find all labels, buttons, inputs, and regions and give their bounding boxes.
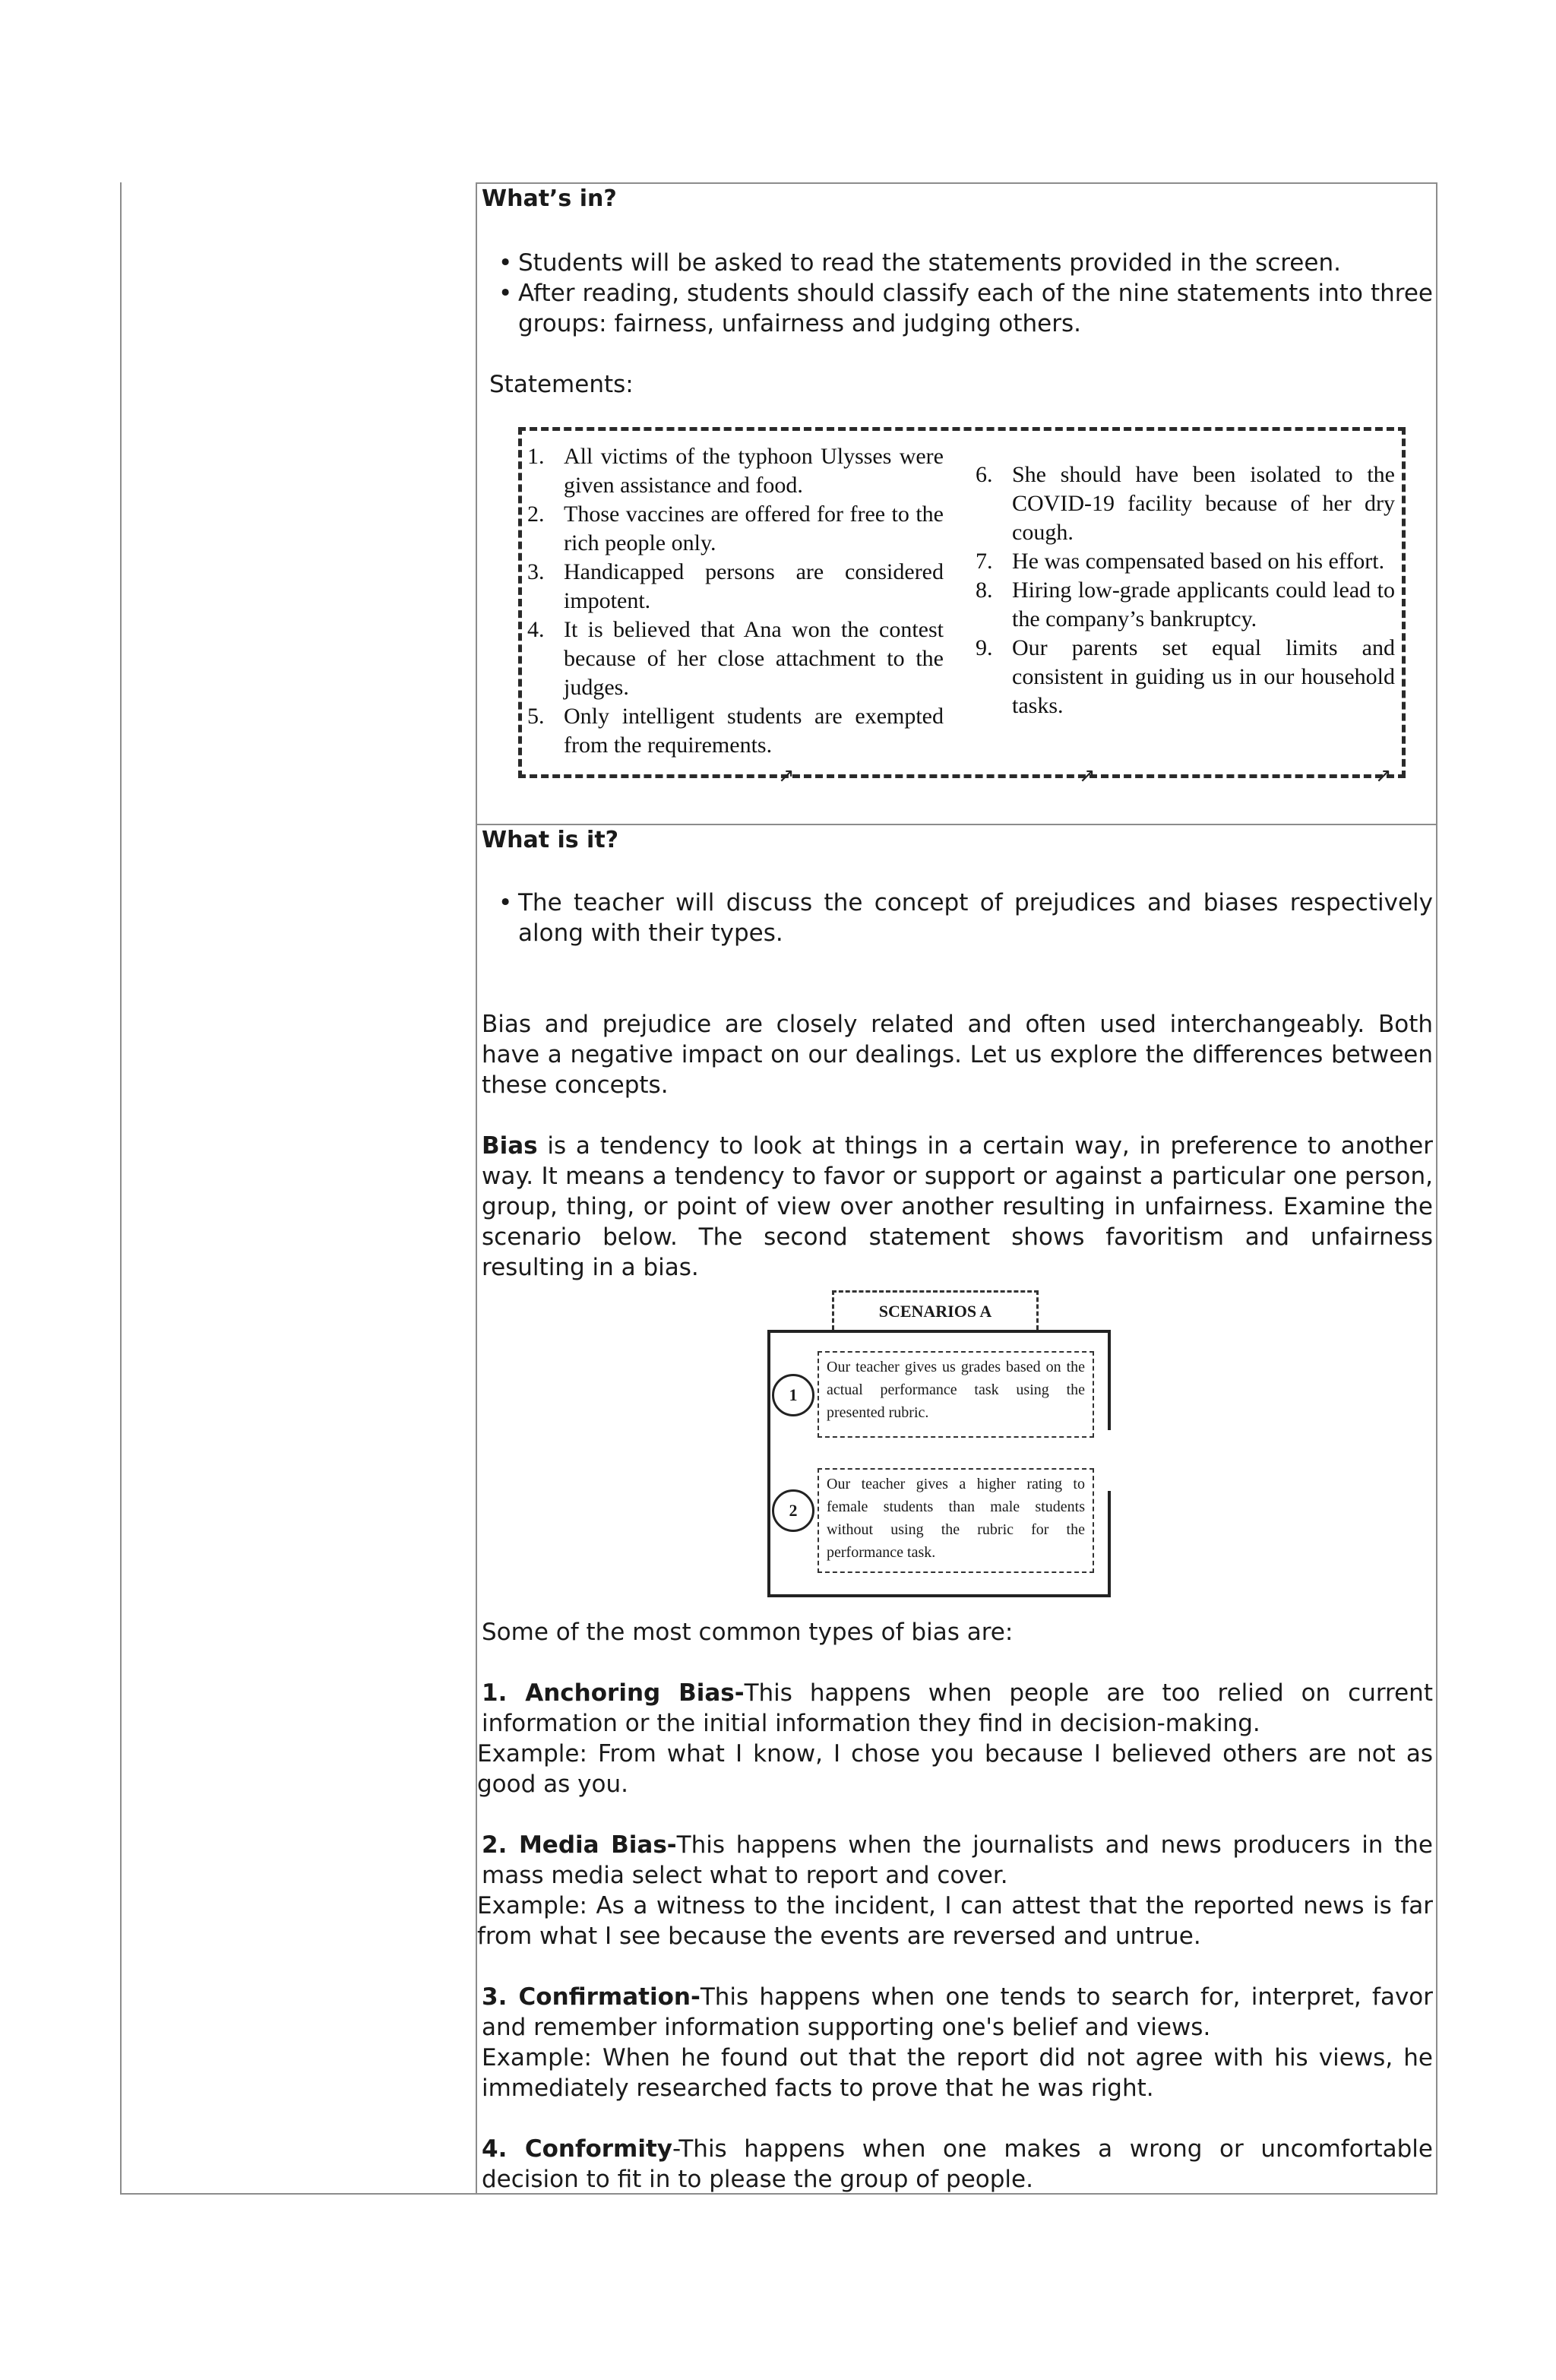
statements-left-column <box>527 442 944 760</box>
bias-type-confirmation <box>482 1982 1433 2103</box>
scenario-title: SCENARIOS A <box>832 1290 1039 1330</box>
bias-type-conformity <box>482 2134 1433 2195</box>
statements-right-column <box>976 460 1395 720</box>
scenario-number-2: 2 <box>772 1489 814 1532</box>
scenario-frame-gap <box>1105 1430 1112 1491</box>
statement-item <box>527 616 944 702</box>
statement-number: 2. <box>527 502 545 527</box>
arrow-icon: ↗ <box>1375 764 1392 787</box>
statement-number: 5. <box>527 704 545 729</box>
bias-type-title: 2. Media Bias- <box>482 1831 677 1859</box>
statement-item <box>976 460 1395 547</box>
scenario-statement-2: Our teacher gives a higher rating to female students than male students without using the rubric for the performance task. <box>818 1468 1094 1573</box>
statement-text: Handicapped persons are considered impotent. <box>564 559 944 613</box>
statement-number: 9. <box>976 635 993 660</box>
statement-text: Our parents set equal limits and consistent in guiding us in our household tasks. <box>1012 635 1395 718</box>
statement-item <box>527 442 944 500</box>
bias-type-title: 1. Anchoring Bias- <box>482 1679 745 1707</box>
statement-text: Only intelligent students are exempted from the requirements. <box>564 704 944 758</box>
statement-text: She should have been isolated to the COVID-19 facility because of her dry cough. <box>1012 462 1395 545</box>
bullet-icon: • <box>498 889 513 916</box>
statement-number: 1. <box>527 444 545 469</box>
intro-paragraph: Bias and prejudice are closely related and often used interchangeably. Both have a negative impact on our dealings. Let us explore the differences between these concepts. <box>482 1011 1433 1099</box>
what-is-it-bullet <box>498 888 1433 948</box>
bias-type-title: 4. Conformity <box>482 2135 673 2163</box>
bullet-text: Students will be asked to read the statements provided in the screen. <box>518 249 1341 277</box>
table-right-border <box>1436 182 1437 2195</box>
statement-item <box>527 558 944 616</box>
scenario-statement-1: Our teacher gives us grades based on the actual performance task using the presented rubric. <box>818 1351 1094 1438</box>
bias-type-example: Example: As a witness to the incident, I can attest that the reported news is far from what I see because the events are reversed and untrue. <box>477 1892 1433 1950</box>
types-intro: Some of the most common types of bias are: <box>482 1619 1014 1646</box>
statement-text: Hiring low-grade applicants could lead to the company’s bankruptcy. <box>1012 578 1395 631</box>
bias-type-description <box>477 1678 1433 1739</box>
bias-type-description <box>477 1830 1433 1891</box>
bullet-icon: • <box>498 249 513 277</box>
bias-definition: is a tendency to look at things in a certain way, in preference to another way. It means a tendency to favor or support or against a particular one person, group, thing, or point of view over another resulting in unfairness. Examine the scenario below. The second statement shows favoritism and unfairness resulting in a bias. <box>482 1132 1433 1281</box>
whats-in-heading: What’s in? <box>482 185 617 212</box>
arrow-icon: ↗ <box>1079 764 1096 787</box>
bias-type-example: Example: When he found out that the report did not agree with his views, he immediately researched facts to prove that he was right. <box>482 2044 1433 2102</box>
statement-text: It is believed that Ana won the contest because of her close attachment to the judges. <box>564 617 944 700</box>
bias-type-description <box>482 1982 1433 2043</box>
bullet-icon: • <box>498 280 513 307</box>
table-left-border <box>120 182 122 2195</box>
statement-item <box>976 634 1395 720</box>
statement-number: 3. <box>527 559 545 584</box>
whats-in-bullet-2 <box>498 278 1433 339</box>
table-top-border <box>476 182 1437 184</box>
scenario-number-1: 1 <box>772 1374 814 1416</box>
bias-type-text: This happens when people are too relied on current information or the initial information they find in decision-making. <box>482 1679 1433 1737</box>
what-is-it-heading: What is it? <box>482 827 619 853</box>
bias-type-description <box>482 2134 1433 2195</box>
bias-type-anchoring <box>477 1678 1433 1799</box>
statement-number: 7. <box>976 549 993 574</box>
statements-label: Statements: <box>489 371 634 398</box>
statement-number: 8. <box>976 578 993 603</box>
statement-text: Those vaccines are offered for free to the rich people only. <box>564 502 944 555</box>
bias-type-example: Example: From what I know, I chose you because I believed others are not as good as you. <box>477 1740 1433 1798</box>
bias-type-media <box>477 1830 1433 1951</box>
bias-term: Bias <box>482 1132 538 1160</box>
statement-item <box>976 576 1395 634</box>
statement-item <box>527 702 944 760</box>
statement-text: All victims of the typhoon Ulysses were given assistance and food. <box>564 444 944 498</box>
whats-in-bullet-1 <box>498 248 1433 278</box>
table-row-divider <box>476 824 1437 825</box>
bullet-text: The teacher will discuss the concept of prejudices and biases respectively along with their types. <box>518 889 1433 947</box>
scenario-figure <box>767 1290 1111 1599</box>
bias-type-text: This happens when one tends to search for, interpret, favor and remember information supporting one's belief and views. <box>482 1983 1433 2041</box>
statement-item <box>976 547 1395 576</box>
statement-item <box>527 500 944 558</box>
bias-type-title: 3. Confirmation- <box>482 1983 701 2011</box>
statement-number: 4. <box>527 617 545 642</box>
statement-number: 6. <box>976 462 993 487</box>
bullet-text: After reading, students should classify each of the nine statements into three groups: fairness, unfairness and judging others. <box>518 280 1433 337</box>
statement-text: He was compensated based on his effort. <box>1012 549 1385 574</box>
bias-type-text: -This happens when one makes a wrong or uncomfortable decision to fit in to please the group of people. <box>482 2135 1433 2193</box>
bias-type-text: This happens when the journalists and news producers in the mass media select what to report and cover. <box>482 1831 1434 1889</box>
arrow-icon: ↗ <box>778 764 795 787</box>
bias-definition-paragraph <box>482 1131 1433 1283</box>
